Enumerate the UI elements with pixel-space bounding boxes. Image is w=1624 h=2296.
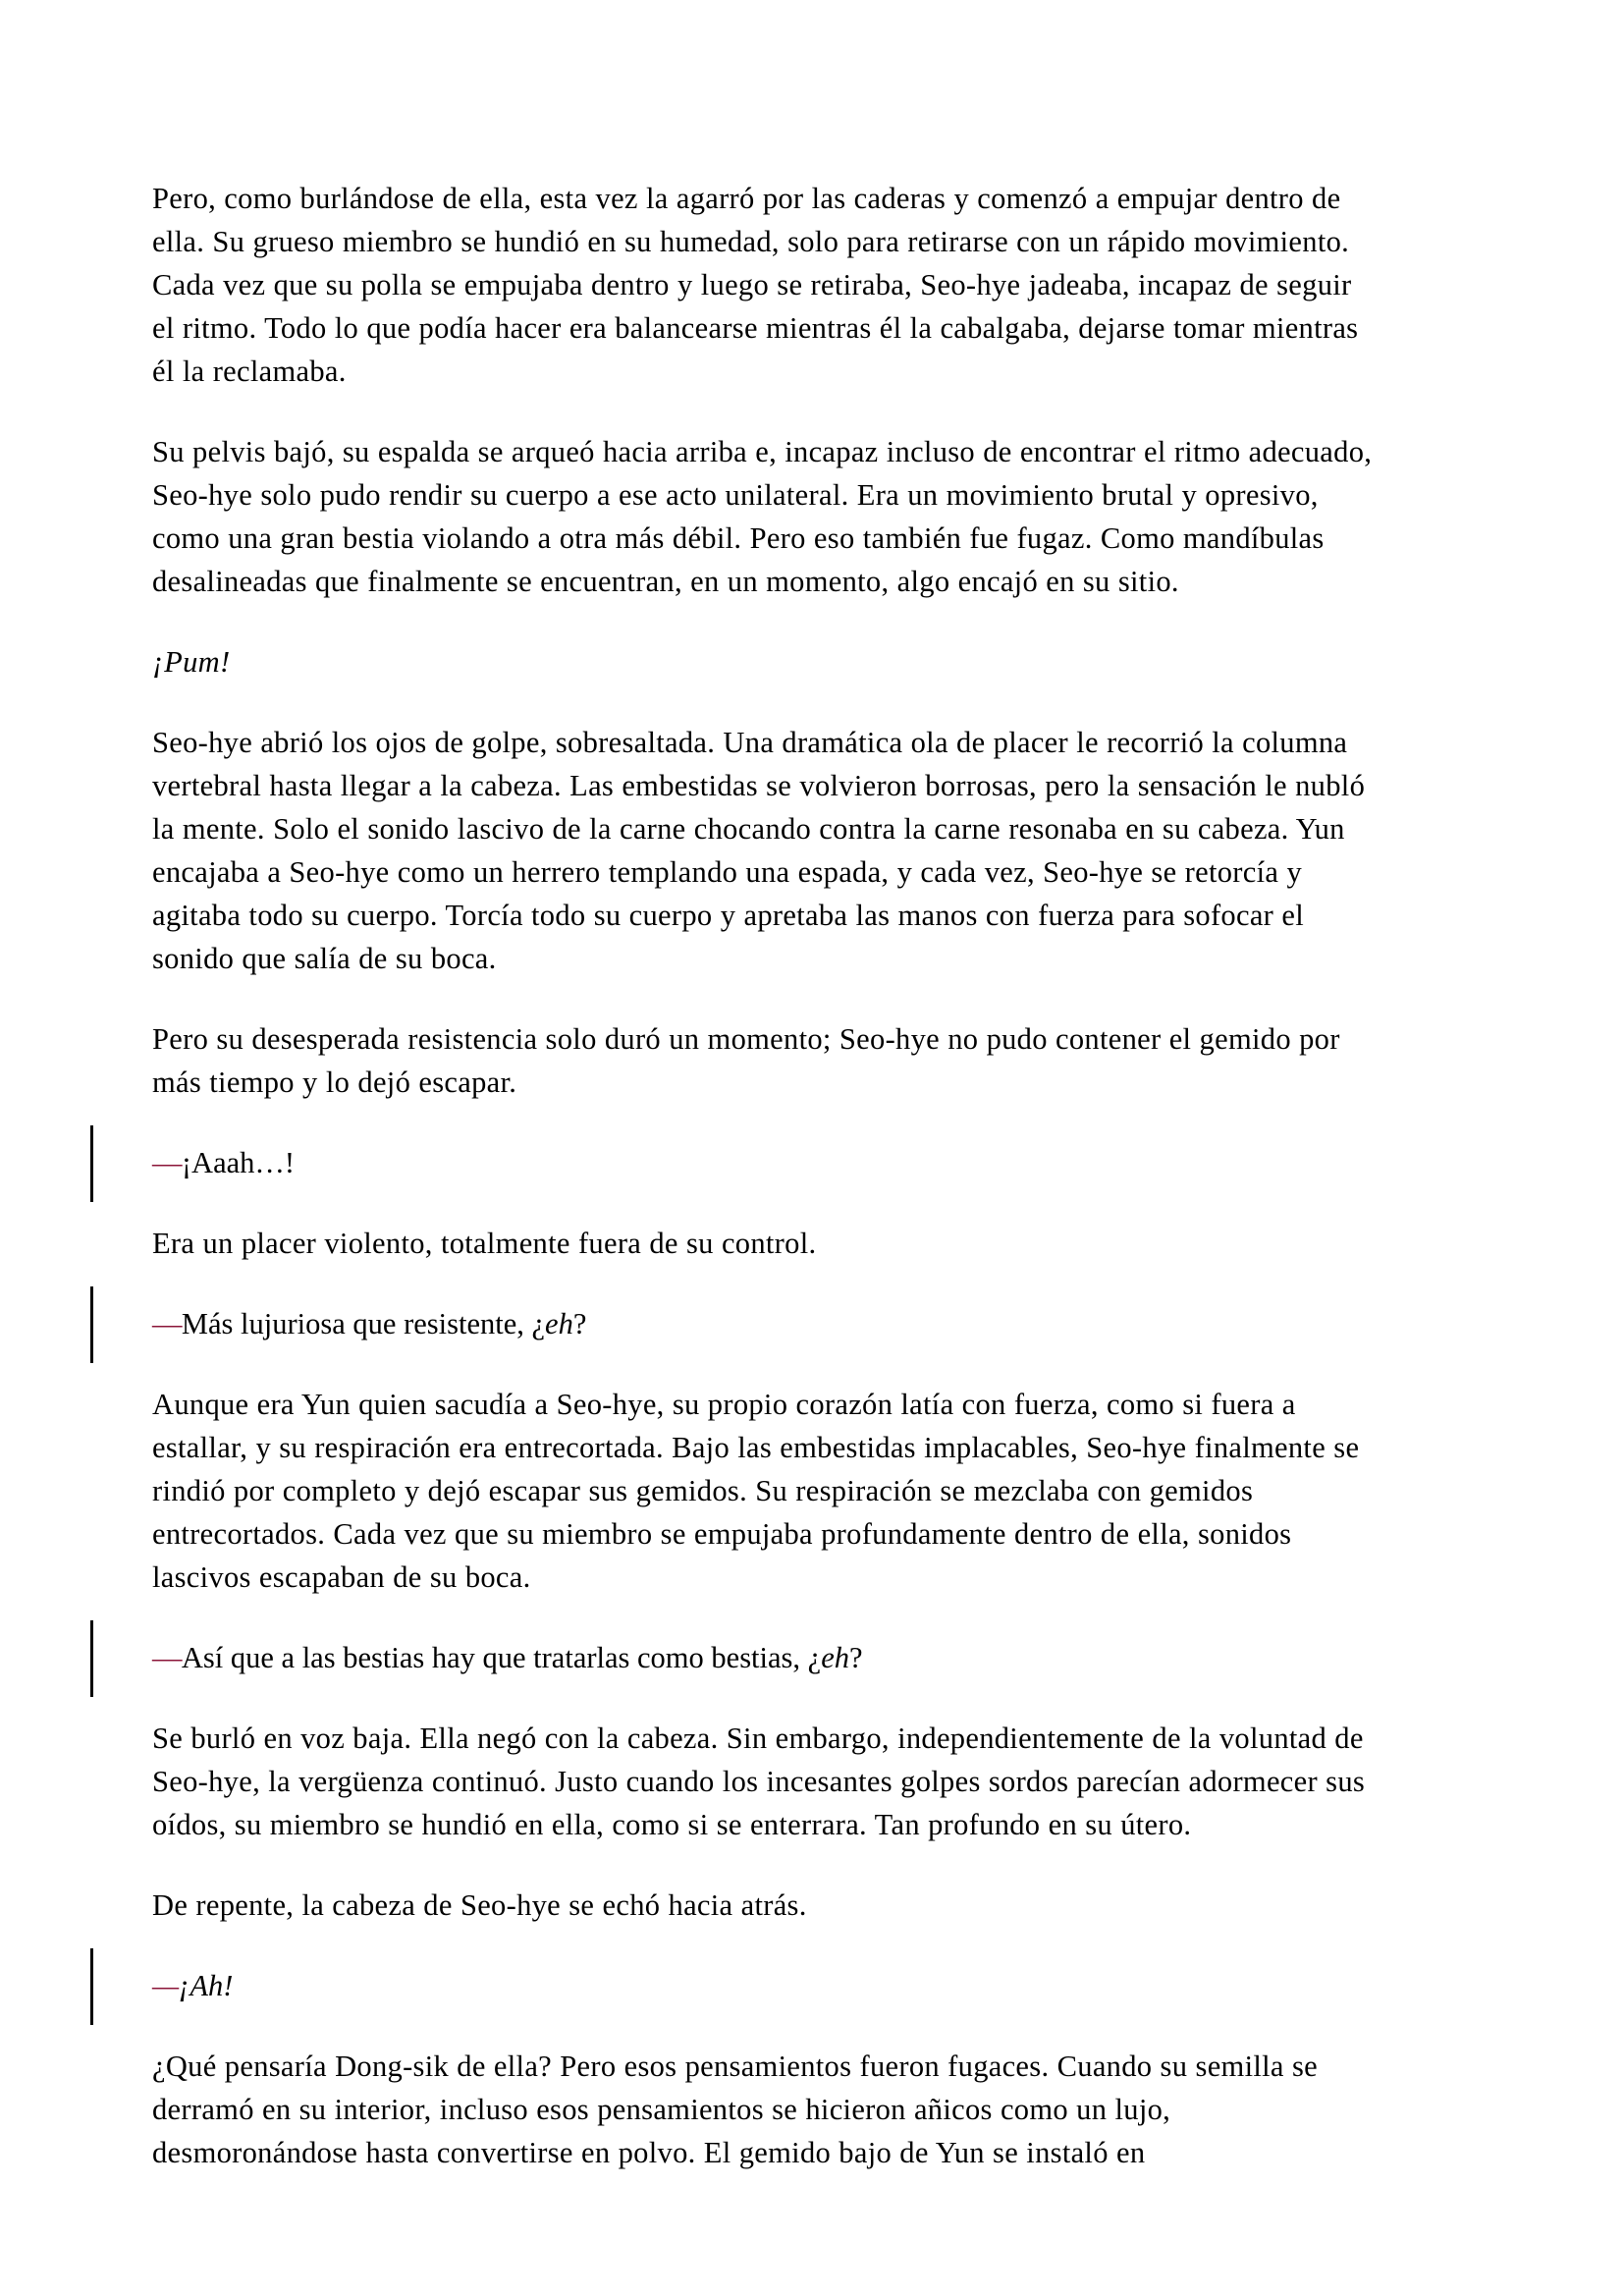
dialogue-mas-lujuriosa <box>152 1302 1375 1345</box>
paragraph-4: Pero su desesperada resistencia solo duró un momento; Seo-hye no pudo contener el gemido por más tiempo y lo dejó escapar. <box>152 1022 1340 1099</box>
blockquote-rule <box>90 1125 93 1202</box>
dialogue-text-start: Así que a las bestias hay que tratarlas como bestias, ¿ <box>181 1641 822 1674</box>
em-dash-marker: — <box>152 1146 182 1179</box>
blockquote-rule <box>90 1620 93 1697</box>
dialogue-text-start: Más lujuriosa que resistente, ¿ <box>181 1307 546 1340</box>
dialogue-aaah-line <box>152 1141 1375 1184</box>
paragraph-5: Era un placer violento, totalmente fuera de su control. <box>152 1227 817 1260</box>
paragraph-1: Pero, como burlándose de ella, esta vez la agarró por las caderas y comenzó a empujar dentro de ella. Su grueso miembro se hundió en su humedad, solo para retirarse con un rápido movimiento. Cada vez que su polla se empujaba dentro y luego se retiraba, Seo-hye jadeaba, incapaz de seguir el ritmo. Todo lo que podía hacer era balancearse mientras él la cabalgaba, dejarse tomar mientras él la reclamaba. <box>152 182 1359 388</box>
em-dash-marker: — <box>152 1641 182 1674</box>
paragraph-onomatopoeia-pum: ¡Pum! <box>152 645 231 679</box>
paragraph-9: ¿Qué pensaría Dong-sik de ella? Pero esos pensamientos fueron fugaces. Cuando su semilla se derramó en su interior, incluso esos pensamientos se hicieron añicos como un lujo, desmoronándose hasta convertirse en polvo. El gemido bajo de Yun se instaló en <box>152 2050 1318 2169</box>
dialogue-text-end: ? <box>849 1641 863 1674</box>
dialogue-text-italic: eh <box>821 1641 849 1674</box>
dialogue-ah <box>152 1964 1375 2007</box>
paragraph-7: Se burló en voz baja. Ella negó con la cabeza. Sin embargo, independientemente de la voluntad de Seo-hye, la vergüenza continuó. Justo cuando los incesantes golpes sordos parecían adormecer sus oídos, su miembro se hundió en ella, como si se enterrara. Tan profundo en su útero. <box>152 1722 1366 1841</box>
em-dash-marker: — <box>152 1969 179 2002</box>
dialogue-asi-que-bestias-line <box>152 1636 1375 1679</box>
dialogue-ah-line <box>152 1964 1375 2007</box>
paragraph-3: Seo-hye abrió los ojos de golpe, sobresaltada. Una dramática ola de placer le recorrió la columna vertebral hasta llegar a la cabeza. Las embestidas se volvieron borrosas, pero la sensación le nubló la mente. Solo el sonido lascivo de la carne chocando contra la carne resonaba en su cabeza. Yun encajaba a Seo-hye como un herrero templando una espada, y cada vez, Seo-hye se retorcía y agitaba todo su cuerpo. Torcía todo su cuerpo y apretaba las manos con fuerza para sofocar el sonido que salía de su boca. <box>152 726 1366 975</box>
dialogue-aaah <box>152 1141 1375 1184</box>
em-dash-marker: — <box>152 1307 182 1340</box>
paragraph-2: Su pelvis bajó, su espalda se arqueó hacia arriba e, incapaz incluso de encontrar el ritmo adecuado, Seo-hye solo pudo rendir su cuerpo a ese acto unilateral. Era un movimiento brutal y opresivo, como una gran bestia violando a otra más débil. Pero eso también fue fugaz. Como mandíbulas desalineadas que finalmente se encuentran, en un momento, algo encajó en su sitio. <box>152 435 1373 598</box>
dialogue-aaah-text: ¡Aaah…! <box>181 1146 296 1179</box>
blockquote-rule <box>90 1286 93 1363</box>
dialogue-text-end: ? <box>572 1307 587 1340</box>
paragraph-6: Aunque era Yun quien sacudía a Seo-hye, su propio corazón latía con fuerza, como si fuera a estallar, y su respiración era entrecortada. Bajo las embestidas implacables, Seo-hye finalmente se rindió por completo y dejó escapar sus gemidos. Su respiración se mezclaba con gemidos entrecortados. Cada vez que su miembro se empujaba profundamente dentro de ella, sonidos lascivos escapaban de su boca. <box>152 1388 1360 1594</box>
dialogue-text-italic: eh <box>545 1307 573 1340</box>
dialogue-ah-text: ¡Ah! <box>178 1969 234 2002</box>
dialogue-asi-que-bestias <box>152 1636 1375 1679</box>
paragraph-8: De repente, la cabeza de Seo-hye se echó hacia atrás. <box>152 1888 807 1922</box>
blockquote-rule <box>90 1948 93 2025</box>
dialogue-mas-lujuriosa-line <box>152 1302 1375 1345</box>
document-body <box>152 177 1375 2174</box>
